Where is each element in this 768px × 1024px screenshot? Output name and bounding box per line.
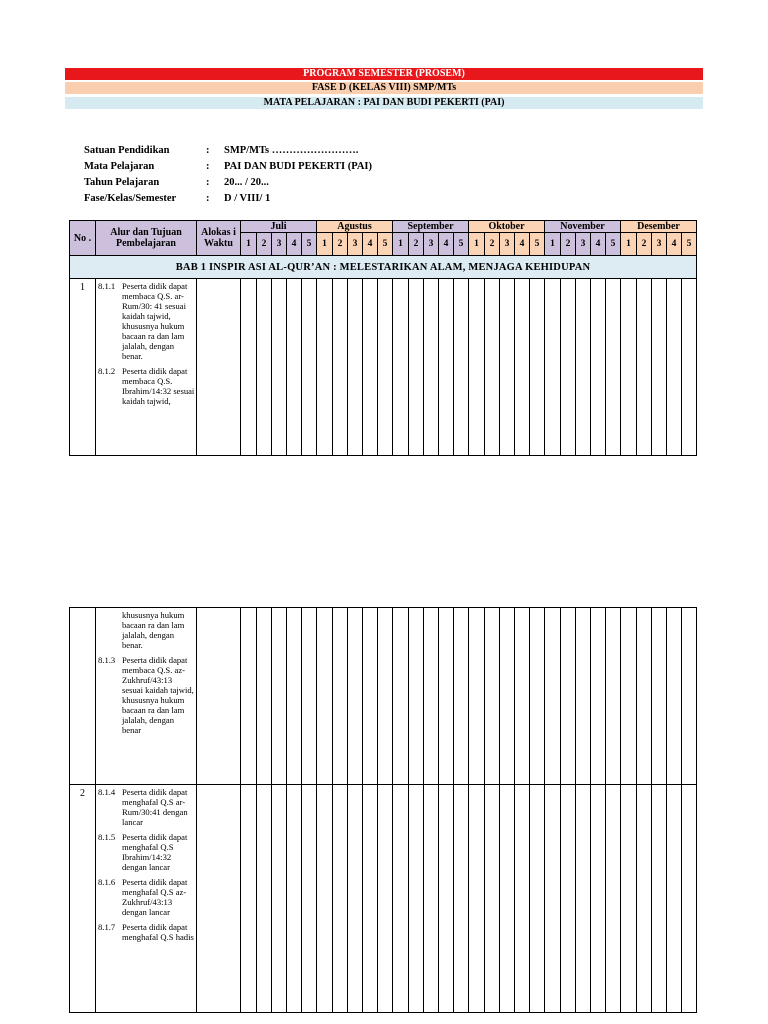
week-cell: [317, 608, 333, 785]
week-cell: [439, 279, 454, 456]
week-header: 2: [409, 233, 424, 256]
week-cell: [363, 785, 378, 1013]
week-header: 2: [637, 233, 652, 256]
week-cell: [348, 279, 363, 456]
week-header: 1: [469, 233, 485, 256]
week-cell: [378, 785, 393, 1013]
week-cell: [591, 785, 606, 1013]
week-cell: [317, 279, 333, 456]
week-cell: [515, 608, 530, 785]
tujuan-item: [98, 281, 195, 361]
tujuan-text: Peserta didik dapat membaca Q.S. az-Zukhruf/43:13 sesuai kaidah tajwid, khususnya hukum bacaan ra dan lam jalalah, dengan benar: [122, 655, 194, 735]
info-colon: :: [206, 193, 210, 204]
week-cell: [454, 608, 469, 785]
info-value: D / VIII/ 1: [224, 193, 271, 204]
week-cell: [363, 608, 378, 785]
tujuan-text: khususnya hukum bacaan ra dan lam jalalah, dengan benar.: [122, 610, 185, 650]
prosem-table-page-1: [69, 220, 697, 456]
week-header: 2: [257, 233, 272, 256]
week-cell: [606, 785, 621, 1013]
week-cell: [606, 608, 621, 785]
info-label: Fase/Kelas/Semester: [84, 193, 177, 204]
tujuan-cell: [96, 279, 197, 456]
week-header: 3: [652, 233, 667, 256]
info-value: 20... / 20...: [224, 177, 269, 188]
week-cell: [545, 785, 561, 1013]
week-cell: [591, 279, 606, 456]
week-header: 2: [561, 233, 576, 256]
week-cell: [333, 279, 348, 456]
table-row: [70, 608, 697, 785]
week-cell: [621, 608, 637, 785]
week-header: 1: [621, 233, 637, 256]
fase-heading: FASE D (KELAS VIII) SMP/MTs: [65, 82, 703, 94]
week-header: 3: [348, 233, 363, 256]
week-cell: [469, 279, 485, 456]
info-label: Mata Pelajaran: [84, 161, 155, 172]
week-cell: [424, 608, 439, 785]
week-cell: [652, 279, 667, 456]
info-colon: :: [206, 161, 210, 172]
week-cell: [682, 785, 697, 1013]
identity-block: [84, 143, 372, 207]
week-cell: [545, 608, 561, 785]
week-cell: [561, 608, 576, 785]
row-number: 1: [70, 279, 96, 456]
week-cell: [272, 608, 287, 785]
week-cell: [500, 608, 515, 785]
week-cell: [485, 279, 500, 456]
week-cell: [515, 785, 530, 1013]
tujuan-item: [98, 832, 195, 872]
alokasi-cell: [197, 785, 241, 1013]
col-tujuan-header: Alur dan Tujuan Pembelajaran: [96, 221, 197, 256]
week-cell: [393, 608, 409, 785]
week-cell: [378, 279, 393, 456]
week-cell: [272, 785, 287, 1013]
week-cell: [424, 279, 439, 456]
week-header: 5: [454, 233, 469, 256]
week-cell: [667, 279, 682, 456]
tujuan-item: [98, 922, 195, 942]
week-header: 3: [500, 233, 515, 256]
week-cell: [439, 608, 454, 785]
week-header: 3: [424, 233, 439, 256]
table-row: [70, 279, 697, 456]
week-header: 4: [591, 233, 606, 256]
week-cell: [287, 279, 302, 456]
week-cell: [378, 608, 393, 785]
info-label: Satuan Pendidikan: [84, 145, 170, 156]
col-no-header: No .: [70, 221, 96, 256]
tujuan-code: 8.1.7: [98, 922, 116, 932]
week-cell: [302, 785, 317, 1013]
week-cell: [287, 785, 302, 1013]
week-cell: [621, 279, 637, 456]
week-cell: [667, 608, 682, 785]
tujuan-code: 8.1.1: [98, 281, 116, 291]
prosem-table-page-2: [69, 607, 697, 1013]
document-title: PROGRAM SEMESTER (PROSEM): [65, 68, 703, 80]
week-cell: [317, 785, 333, 1013]
info-row: [84, 175, 372, 191]
week-cell: [469, 785, 485, 1013]
header-row-months: [70, 221, 697, 233]
week-header: 1: [317, 233, 333, 256]
month-header-oktober: Oktober: [469, 221, 545, 233]
tujuan-item: [98, 787, 195, 827]
week-cell: [500, 785, 515, 1013]
week-cell: [637, 785, 652, 1013]
week-cell: [576, 608, 591, 785]
week-header: 4: [439, 233, 454, 256]
week-cell: [393, 279, 409, 456]
tujuan-text: Peserta didik dapat membaca Q.S. ar-Rum/30: 41 sesuai kaidah tajwid, khususnya hukum bacaan ra dan lam jalalah, dengan benar.: [122, 281, 188, 361]
week-cell: [272, 279, 287, 456]
week-cell: [469, 608, 485, 785]
week-cell: [333, 608, 348, 785]
week-header: 1: [241, 233, 257, 256]
table-row: [70, 785, 697, 1013]
week-cell: [530, 279, 545, 456]
week-header: 2: [485, 233, 500, 256]
week-cell: [287, 608, 302, 785]
tujuan-cell: [96, 608, 197, 785]
week-cell: [485, 785, 500, 1013]
info-colon: :: [206, 177, 210, 188]
week-cell: [409, 785, 424, 1013]
month-header-september: September: [393, 221, 469, 233]
week-cell: [257, 279, 272, 456]
week-cell: [348, 785, 363, 1013]
week-cell: [393, 785, 409, 1013]
week-header: 5: [606, 233, 621, 256]
month-header-desember: Desember: [621, 221, 697, 233]
col-alokasi-header: Alokas i Waktu: [197, 221, 241, 256]
tujuan-code: [98, 610, 122, 650]
tujuan-text: Peserta didik dapat membaca Q.S. Ibrahim/14:32 sesuai kaidah tajwid,: [122, 366, 195, 406]
week-cell: [621, 785, 637, 1013]
week-cell: [530, 785, 545, 1013]
info-value: PAI DAN BUDI PEKERTI (PAI): [224, 161, 372, 172]
week-cell: [485, 608, 500, 785]
tujuan-code: 8.1.2: [98, 366, 116, 376]
week-header: 5: [302, 233, 317, 256]
week-cell: [257, 785, 272, 1013]
week-cell: [637, 279, 652, 456]
week-cell: [439, 785, 454, 1013]
week-cell: [241, 785, 257, 1013]
week-cell: [682, 608, 697, 785]
week-cell: [561, 279, 576, 456]
week-header: 4: [363, 233, 378, 256]
tujuan-text: Peserta didik dapat menghafal Q.S Ibrahim/14:32 dengan lancar: [122, 832, 188, 872]
info-value: SMP/MTs …………………….: [224, 145, 359, 156]
tujuan-item: [98, 877, 195, 917]
tujuan-code: 8.1.6: [98, 877, 116, 887]
week-cell: [333, 785, 348, 1013]
week-cell: [500, 279, 515, 456]
week-header: 5: [682, 233, 697, 256]
week-header: 4: [287, 233, 302, 256]
week-header: 1: [545, 233, 561, 256]
week-cell: [545, 279, 561, 456]
week-cell: [424, 785, 439, 1013]
week-header: 4: [515, 233, 530, 256]
week-cell: [530, 608, 545, 785]
week-cell: [409, 279, 424, 456]
week-header: 3: [272, 233, 287, 256]
week-cell: [682, 279, 697, 456]
week-cell: [454, 279, 469, 456]
tujuan-code: 8.1.5: [98, 832, 116, 842]
week-cell: [409, 608, 424, 785]
month-header-agustus: Agustus: [317, 221, 393, 233]
week-cell: [667, 785, 682, 1013]
week-header: 1: [393, 233, 409, 256]
week-cell: [637, 608, 652, 785]
tujuan-item: [98, 610, 195, 650]
row-number: 2: [70, 785, 96, 1013]
week-cell: [302, 608, 317, 785]
alokasi-cell: [197, 279, 241, 456]
info-row: [84, 191, 372, 207]
tujuan-text: Peserta didik dapat menghafal Q.S ar-Rum/30:41 dengan lancar: [122, 787, 188, 827]
week-cell: [302, 279, 317, 456]
info-colon: :: [206, 145, 210, 156]
week-cell: [241, 279, 257, 456]
week-cell: [576, 785, 591, 1013]
week-cell: [652, 608, 667, 785]
tujuan-text: Peserta didik dapat menghafal Q.S hadis: [122, 922, 194, 942]
row-number: [70, 608, 96, 785]
week-cell: [652, 785, 667, 1013]
tujuan-cell: [96, 785, 197, 1013]
week-cell: [257, 608, 272, 785]
mapel-heading: MATA PELAJARAN : PAI DAN BUDI PEKERTI (PAI): [65, 97, 703, 109]
bab-row: [70, 256, 697, 279]
month-header-november: November: [545, 221, 621, 233]
week-header: 5: [378, 233, 393, 256]
bab-title: BAB 1 INSPIR ASI AL-QUR’AN : MELESTARIKAN ALAM, MENJAGA KEHIDUPAN: [70, 256, 697, 279]
alokasi-cell: [197, 608, 241, 785]
week-cell: [348, 608, 363, 785]
info-label: Tahun Pelajaran: [84, 177, 160, 188]
week-header: 3: [576, 233, 591, 256]
week-cell: [576, 279, 591, 456]
tujuan-text: Peserta didik dapat menghafal Q.S az-Zukhruf/43:13 dengan lancar: [122, 877, 188, 917]
week-cell: [515, 279, 530, 456]
week-header: 5: [530, 233, 545, 256]
info-row: [84, 143, 372, 159]
week-cell: [454, 785, 469, 1013]
week-cell: [561, 785, 576, 1013]
tujuan-item: [98, 366, 195, 406]
week-header: 2: [333, 233, 348, 256]
month-header-juli: Juli: [241, 221, 317, 233]
week-cell: [363, 279, 378, 456]
tujuan-item: [98, 655, 195, 735]
info-row: [84, 159, 372, 175]
tujuan-code: 8.1.4: [98, 787, 116, 797]
week-cell: [591, 608, 606, 785]
week-header: 4: [667, 233, 682, 256]
tujuan-code: 8.1.3: [98, 655, 116, 665]
week-cell: [606, 279, 621, 456]
week-cell: [241, 608, 257, 785]
